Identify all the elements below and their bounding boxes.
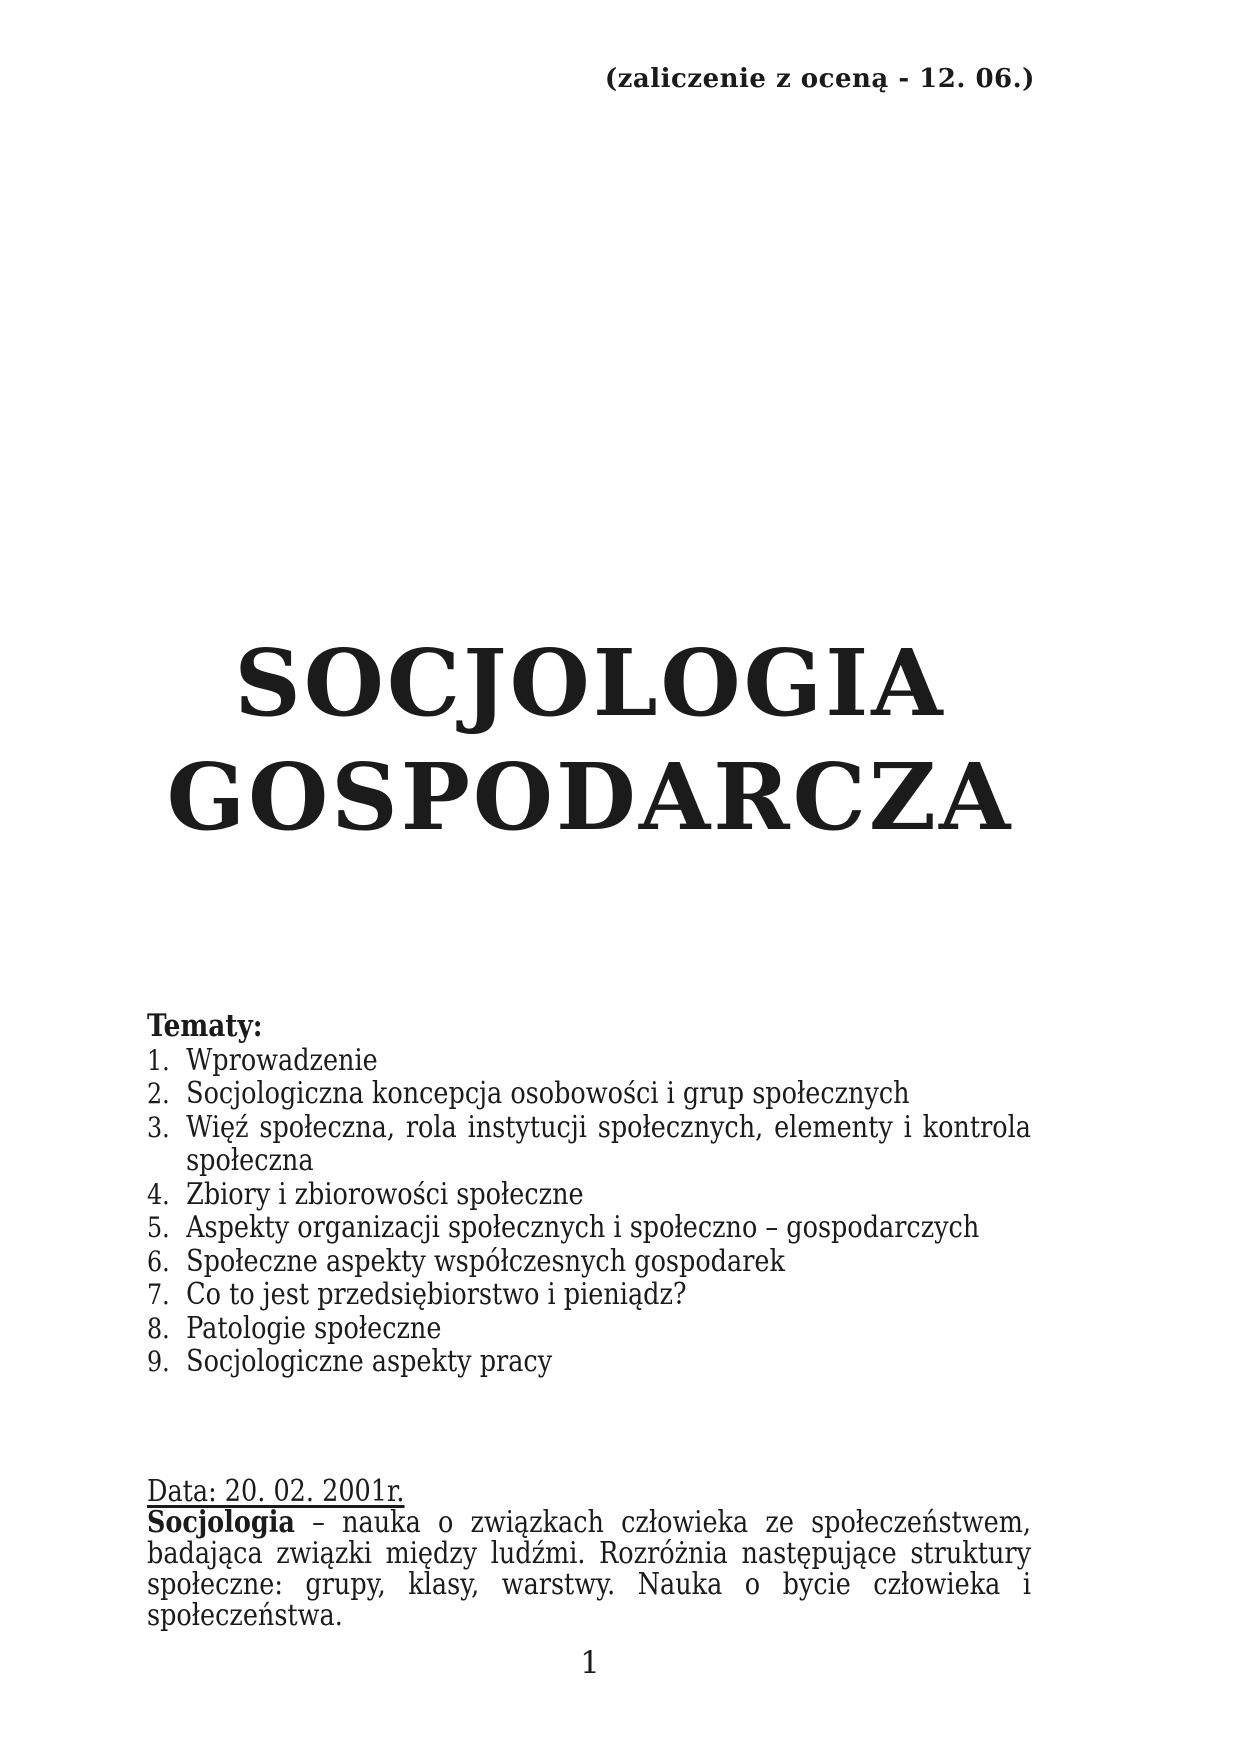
topic-item-2 <box>147 1077 1031 1111</box>
topic-number: 9. <box>147 1345 170 1378</box>
topic-item-6 <box>147 1245 1031 1279</box>
topic-label: Socjologiczne aspekty pracy <box>186 1344 553 1379</box>
header-note: (zaliczenie z oceną - 12. 06.) <box>604 64 1035 94</box>
topic-label: Zbiory i zbiorowości społeczne <box>186 1176 584 1212</box>
topics-heading: Tematy: <box>147 1008 263 1044</box>
topic-label: Więź społeczna, rola instytucji społecznych, elementy i kontrola społeczna <box>186 1109 1032 1178</box>
topic-label: Patologie społeczne <box>186 1310 442 1346</box>
topic-label: Co to jest przedsiębiorstwo i pieniądz? <box>186 1277 687 1312</box>
topic-number: 8. <box>147 1311 170 1345</box>
topic-label: Aspekty organizacji społecznych i społeczno – gospodarczych <box>186 1210 980 1245</box>
topic-item-5 <box>147 1211 1031 1245</box>
page-title <box>148 626 1032 854</box>
topic-label: Społeczne aspekty współczesnych gospodarek <box>186 1243 785 1279</box>
lecture-notes-section <box>147 1476 1031 1631</box>
sociology-definition <box>147 1507 1031 1631</box>
topic-item-3 <box>147 1111 1031 1178</box>
topic-number: 4. <box>147 1177 170 1211</box>
topic-number: 6. <box>147 1244 170 1278</box>
topics-section <box>147 1010 1031 1379</box>
topic-number: 5. <box>147 1211 170 1244</box>
page-title-line-2: GOSPODARCZA <box>166 743 1014 851</box>
topic-number: 7. <box>147 1278 170 1311</box>
topic-label: Wprowadzenie <box>186 1042 378 1078</box>
topic-number: 1. <box>147 1043 170 1077</box>
definition-text: – nauka o związkach człowieka ze społeczeństwem, badająca związki między ludźmi. Rozróżnia następujące struktury społeczne: grupy, klasy, warstwy. Nauka o bycie człowieka i społeczeństwa. <box>147 1505 1031 1633</box>
topic-label: Socjologiczna koncepcja osobowości i grup społecznych <box>186 1076 910 1111</box>
topic-number: 2. <box>147 1077 170 1110</box>
page-title-line-1: SOCJOLOGIA <box>234 629 946 737</box>
lecture-date: Data: 20. 02. 2001r. <box>147 1474 405 1509</box>
topic-item-4 <box>147 1178 1031 1212</box>
definition-term: Socjologia <box>147 1505 295 1540</box>
topic-item-7 <box>147 1278 1031 1312</box>
page-number: 1 <box>580 1645 600 1681</box>
topic-item-1 <box>147 1044 1031 1078</box>
topic-number: 3. <box>147 1110 170 1144</box>
topic-item-8 <box>147 1312 1031 1346</box>
topic-item-9 <box>147 1345 1031 1379</box>
